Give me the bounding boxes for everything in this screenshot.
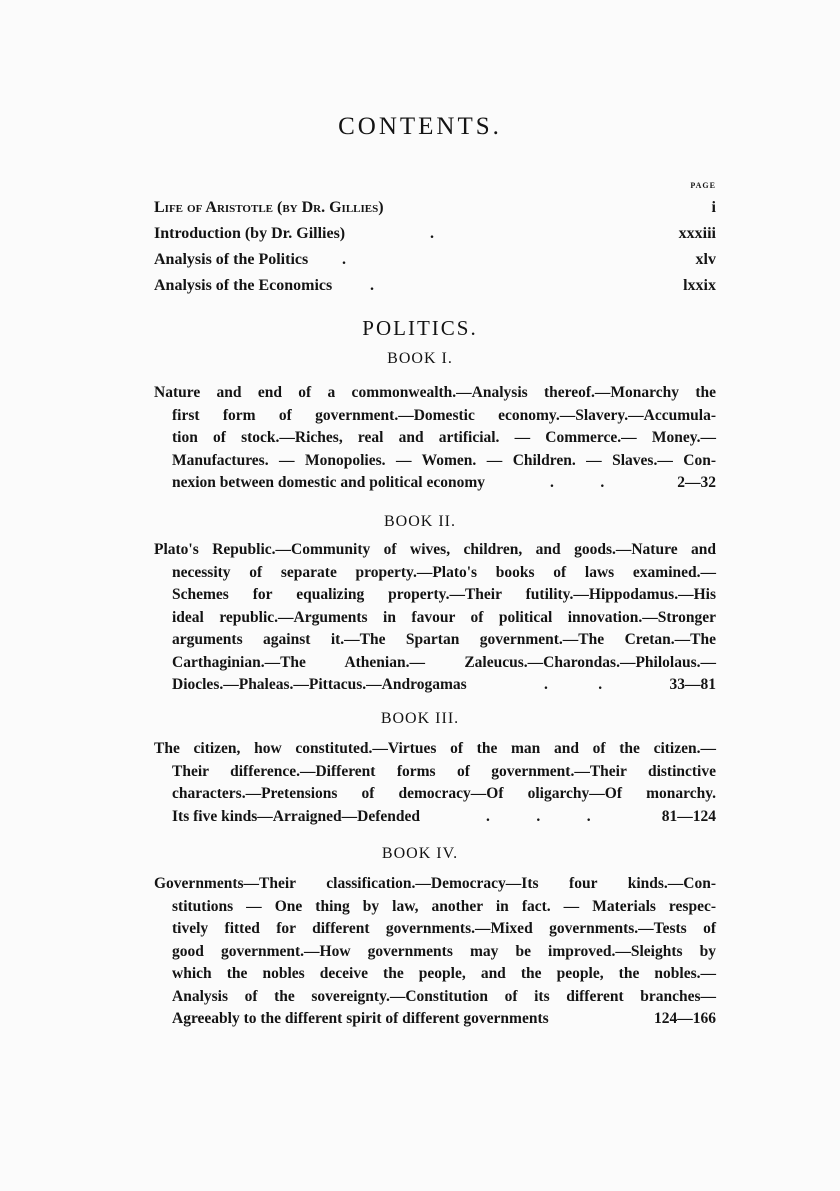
summary-line: Manufactures. — Monopolies. — Women. — Children. — Slaves.— Con-	[172, 451, 716, 469]
toc-entry-label: Life of Aristotle (by Dr. Gillies)	[154, 199, 384, 216]
politics-heading: POLITICS.	[362, 316, 478, 340]
book-2-pages: 33—81	[669, 676, 716, 693]
summary-final-line	[154, 806, 716, 829]
summary-line-text: Its five kinds—Arraigned—Defended	[172, 807, 421, 825]
book-1-summary[interactable]	[154, 382, 716, 495]
book-2-heading: BOOK II.	[384, 513, 456, 530]
summary-line: Plato's Republic.—Community of wives, children, and goods.—Nature and	[154, 541, 716, 558]
toc-entry-page: xxxiii	[678, 225, 716, 242]
book-3-heading: BOOK III.	[380, 710, 460, 727]
summary-line-text: Diocles.—Phaleas.—Pittacus.—Androgamas	[172, 676, 467, 693]
summary-line-text: Agreeably to the different spirit of different governments	[172, 1010, 549, 1027]
toc-entry-page: i	[711, 199, 716, 216]
book-1-pages: 2—32	[677, 474, 716, 491]
toc-entry-analysis-politics[interactable]	[154, 248, 716, 272]
leader-dots: . . .	[486, 807, 591, 825]
book-4-heading: BOOK IV.	[381, 845, 459, 862]
book-1-heading: BOOK I.	[387, 350, 453, 367]
summary-line: Governments—Their classification.—Democracy—Its four kinds.—Con-	[154, 875, 716, 892]
book-3-pages: 81—124	[661, 807, 716, 825]
toc-entry-label: Analysis of the Politics	[154, 251, 309, 268]
summary-line-text: nexion between domestic and political economy	[172, 474, 485, 491]
book-3-summary[interactable]	[154, 738, 716, 828]
summary-line: The citizen, how constituted.—Virtues of the man and of the citizen.—	[154, 740, 716, 757]
summary-final-line	[154, 472, 716, 495]
summary-line: Carthaginian.—The Athenian.— Zaleucus.—Charondas.—Philolaus.—	[172, 653, 716, 671]
leader-dots: . .	[544, 676, 603, 693]
summary-line: tively fitted for different governments.—Mixed governments.—Tests of	[172, 920, 716, 937]
summary-line: Their difference.—Different forms of government.—Their distinctive	[172, 762, 716, 780]
summary-line: good government.—How governments may be improved.—Sleights by	[172, 942, 716, 960]
summary-line: Nature and end of a commonwealth.—Analysis thereof.—Monarchy the	[154, 384, 716, 401]
summary-final-line	[154, 674, 716, 697]
summary-line: first form of government.—Domestic economy.—Slavery.—Accumula-	[172, 406, 716, 424]
summary-line: arguments against it.—The Spartan government.—The Cretan.—The	[172, 631, 716, 648]
leader-dot: .	[430, 225, 434, 242]
summary-line: Schemes for equalizing property.—Their futility.—Hippodamus.—His	[172, 586, 716, 603]
summary-line: tion of stock.—Riches, real and artificial. — Commerce.— Money.—	[172, 429, 716, 446]
book-4-summary[interactable]	[154, 873, 716, 1031]
toc-entry-page: lxxix	[683, 277, 716, 294]
summary-line: Analysis of the sovereignty.—Constitution of its different branches—	[172, 987, 716, 1005]
toc-entry-life-of-aristotle[interactable]	[154, 196, 716, 220]
summary-final-line	[154, 1008, 716, 1031]
toc-entry-page: xlv	[695, 251, 716, 268]
contents-title: CONTENTS.	[338, 113, 502, 140]
toc-entry-label: Introduction (by Dr. Gillies)	[154, 225, 346, 242]
book-4-pages: 124—166	[654, 1010, 716, 1027]
toc-entry-label: Analysis of the Economics	[154, 277, 333, 294]
summary-line: necessity of separate property.—Plato's books of laws examined.—	[172, 563, 716, 581]
leader-dots: . .	[550, 474, 605, 491]
summary-line: which the nobles deceive the people, and the people, the nobles.—	[172, 965, 716, 982]
summary-line: characters.—Pretensions of democracy—Of oligarchy—Of monarchy.	[172, 785, 716, 802]
book-2-summary[interactable]	[154, 539, 716, 697]
summary-line: stitutions — One thing by law, another in fact. — Materials respec-	[172, 897, 716, 915]
page-column-label: PAGE	[690, 181, 716, 190]
toc-entry-introduction[interactable]	[154, 222, 716, 246]
summary-line: ideal republic.—Arguments in favour of political innovation.—Stronger	[172, 608, 716, 626]
leader-dot: .	[370, 277, 374, 294]
leader-dot: .	[342, 251, 346, 268]
toc-entry-analysis-economics[interactable]	[154, 274, 716, 298]
